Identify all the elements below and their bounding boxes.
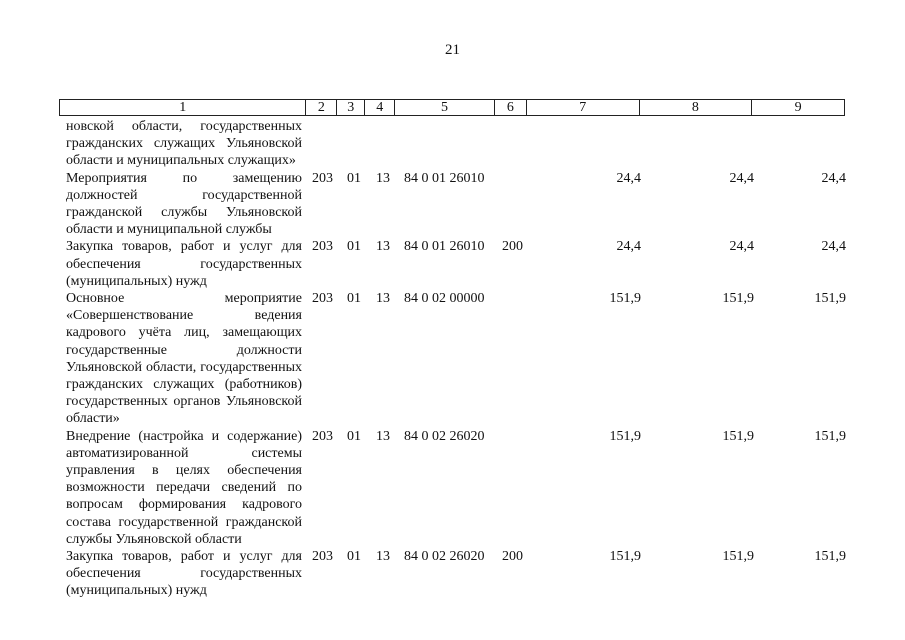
row-description: Мероприятия по замещению должностей государственной гражданской службы Ульяновской области и муниципальной службы — [66, 170, 302, 238]
table-header-row — [59, 99, 845, 116]
row-subsection: 13 — [376, 428, 390, 444]
row-amount-col9: 151,9 — [814, 549, 846, 565]
header-col-2: 2 — [306, 100, 337, 115]
row-subsection: 13 — [376, 170, 390, 186]
row-amount-col9: 24,4 — [821, 239, 846, 255]
row-admin-code: 203 — [312, 239, 333, 255]
header-col-5: 5 — [395, 100, 495, 115]
row-section: 01 — [347, 239, 361, 255]
row-target-article: 84 0 01 26010 — [404, 239, 485, 255]
header-col-8: 8 — [640, 100, 753, 115]
row-section: 01 — [347, 291, 361, 307]
row-admin-code: 203 — [312, 170, 333, 186]
row-expense-type: 200 — [502, 239, 523, 255]
row-amount-col8: 151,9 — [722, 291, 754, 307]
row-amount-col7: 151,9 — [609, 549, 641, 565]
row-section: 01 — [347, 428, 361, 444]
table-row — [66, 548, 846, 600]
row-amount-col9: 151,9 — [814, 291, 846, 307]
row-amount-col9: 24,4 — [821, 170, 846, 186]
row-admin-code: 203 — [312, 291, 333, 307]
table-row — [66, 290, 846, 428]
row-expense-type: 200 — [502, 549, 523, 565]
table-row — [66, 238, 846, 290]
row-amount-col7: 151,9 — [609, 291, 641, 307]
row-target-article: 84 0 02 00000 — [404, 291, 485, 307]
header-col-9: 9 — [794, 100, 802, 115]
row-subsection: 13 — [376, 291, 390, 307]
row-description: Закупка товаров, работ и услуг для обеспечения государственных (муниципальных) нужд — [66, 549, 302, 599]
table-body — [66, 118, 846, 600]
row-description: новской области, государственных гражданских служащих Ульяновской области и муниципальных служащих» — [66, 119, 302, 169]
row-amount-col7: 151,9 — [609, 428, 641, 444]
header-col-6: 6 — [495, 100, 527, 115]
row-section: 01 — [347, 170, 361, 186]
row-amount-col8: 24,4 — [729, 170, 754, 186]
row-description: Закупка товаров, работ и услуг для обеспечения государственных (муниципальных) нужд — [66, 239, 302, 289]
row-target-article: 84 0 01 26010 — [404, 170, 485, 186]
row-target-article: 84 0 02 26020 — [404, 549, 485, 565]
row-description: Внедрение (настройка и содержание) автоматизированной системы управления в целях обеспечения возможности передачи сведений по вопросам формирования кадрового состава государственной гражданской службы Ульяновской области — [66, 428, 302, 547]
header-col-1: 1 — [60, 100, 306, 115]
row-amount-col8: 151,9 — [722, 549, 754, 565]
table-row — [66, 170, 846, 239]
row-section: 01 — [347, 549, 361, 565]
row-amount-col8: 24,4 — [729, 239, 754, 255]
header-col-7: 7 — [527, 100, 640, 115]
header-col-3: 3 — [337, 100, 365, 115]
row-amount-col7: 24,4 — [616, 239, 641, 255]
table-row — [66, 118, 846, 170]
row-subsection: 13 — [376, 549, 390, 565]
row-admin-code: 203 — [312, 428, 333, 444]
row-description: Основное мероприятие «Совершенствование ведения кадрового учёта лиц, замещающих государственные должности Ульяновской области, государственных гражданских служащих (работников) государственных органов Ульяновской области» — [66, 291, 302, 427]
header-col-4: 4 — [365, 100, 395, 115]
row-amount-col7: 24,4 — [616, 170, 641, 186]
row-admin-code: 203 — [312, 549, 333, 565]
table-row — [66, 428, 846, 548]
row-target-article: 84 0 02 26020 — [404, 428, 485, 444]
page-number: 21 — [445, 42, 460, 58]
row-amount-col9: 151,9 — [814, 428, 846, 444]
row-amount-col8: 151,9 — [722, 428, 754, 444]
row-subsection: 13 — [376, 239, 390, 255]
